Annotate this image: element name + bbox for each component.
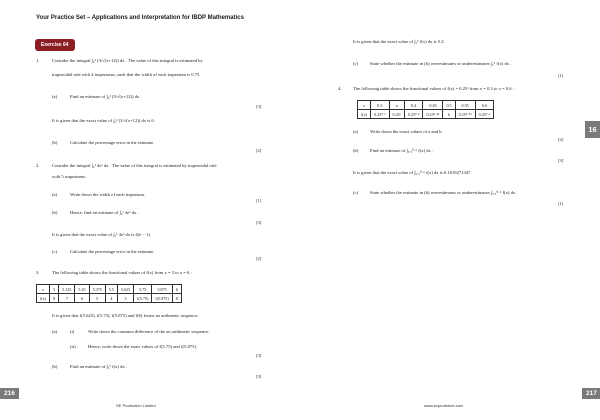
question-4-stem: The following table shows the functional values of f(x) = 0.25ˣ from x = 0.3 to x = 0.6 : [353, 86, 514, 91]
part-label: (a) [52, 192, 58, 197]
table-cell: 0.25⁰·⁵⁵ [455, 110, 475, 119]
question-3ai-text: Write down the common difference of the an arithmetic sequence. [88, 329, 210, 334]
part-label: (a) [52, 94, 58, 99]
part-label: (a) [52, 329, 58, 334]
question-2-given: It is given that the exact value of ∫₀¹ 4eˣ dx is 4(e − 1). [52, 232, 152, 237]
question-2a-text: Write down the width of each trapezium. [70, 192, 146, 197]
table-cell: 5.75 [134, 285, 152, 294]
table-cell: f(x) [37, 294, 50, 303]
table-cell: f(x) [358, 110, 371, 119]
table-cell: f(5.75) [134, 294, 152, 303]
chapter-tab: 16 [585, 121, 600, 138]
question-1-given: It is given that the exact value of ∫₀³ (3/√(x+12)) dx is 6. [52, 118, 155, 123]
top-given: It is given that the exact value of ∫₅⁶ f(x) dx is 5.2. [353, 39, 445, 44]
question-2b-text: Hence, find an estimate of ∫₀¹ 4eˣ dx . [70, 210, 139, 215]
question-4a-text: Write down the exact values of a and b . [370, 129, 444, 134]
question-2-stem: Consider the integral ∫₀¹ 4eˣ dx . The value of this integral is estimated by trapezoidal rule [52, 163, 217, 168]
marks-2a: [1] [256, 198, 262, 203]
part-label: (c) [52, 249, 58, 254]
table-cell: 5.375 [89, 285, 105, 294]
question-3-given: It is given that f(5.625), f(5.75), f(5.875) and f(6) forms an arithmetic sequence. [52, 313, 199, 318]
question-number-3: 3. [36, 270, 40, 275]
table-cell: 8 [50, 294, 59, 303]
part-label: (b) [52, 364, 58, 369]
table-cell: 0.6 [475, 101, 494, 110]
marks-1b: [2] [256, 148, 262, 153]
marks-3c: [1] [558, 73, 564, 78]
table-cell: 5 [50, 285, 59, 294]
question-2c-text: Calculate the percentage error in the estimate. [70, 249, 155, 254]
table-row [37, 285, 182, 294]
table-cell: 5.625 [117, 285, 133, 294]
page-header-title: Your Practice Set – Applications and Interpretation for IBDP Mathematics [36, 15, 244, 21]
question-4b-text: Find an estimate of ∫₀.₃⁰·⁶ f(x) dx . [370, 148, 434, 153]
marks-4c: [1] [558, 201, 564, 206]
table-cell: f(5.875) [152, 294, 172, 303]
question-3aii-text: Hence, write down the exact values of f(5.75) and f(5.875). [88, 344, 198, 349]
question-2-stem-cont: with 5 trapeziums. [52, 174, 87, 179]
table-cell: 4 [105, 294, 117, 303]
table-cell: x [37, 285, 50, 294]
table-cell: 5 [89, 294, 105, 303]
table-row [37, 294, 182, 303]
question-1-stem-cont: trapezoidal rule with 4 trapeziums, such that the width of each trapezium is 0.75. [52, 72, 201, 77]
table-row [358, 110, 494, 119]
marks-3a: [3] [256, 353, 262, 358]
question-number-2: 2. [36, 163, 40, 168]
table-cell: a [389, 101, 404, 110]
table-cell: b [443, 110, 455, 119]
part-label: (b) [52, 140, 58, 145]
question-3-stem: The following table shows the functional values of f(x) from x = 5 to x = 6 : [52, 270, 192, 275]
table-cell: 5.5 [105, 285, 117, 294]
sub-part-label: (i) [70, 329, 75, 334]
question-3b-text: Find an estimate of ∫₅⁶ f(x) dx . [70, 364, 128, 369]
question-1a-text: Find an estimate of ∫₀³ (3/√(x+12)) dx . [70, 94, 142, 99]
table-cell: 3 [117, 294, 133, 303]
table-cell: 5.875 [152, 285, 172, 294]
right-page [300, 0, 600, 420]
table-cell: 0.45 [423, 101, 443, 110]
question-1b-text: Calculate the percentage error in the estimate. [70, 140, 155, 145]
table-cell: 5.25 [75, 285, 89, 294]
sub-part-label: (ii) [70, 344, 76, 349]
marks-4a: [2] [558, 137, 564, 142]
question-1-stem: Consider the integral ∫₀³ (3/√(x+12)) dx . The value of this integral is estimated by [52, 58, 203, 63]
marks-4b: [3] [558, 158, 564, 163]
table-cell: 7 [59, 294, 75, 303]
part-label: (c) [353, 190, 359, 195]
table-cell: 0.25⁰·⁴⁵ [423, 110, 443, 119]
table-row [358, 101, 494, 110]
table-cell: 8 [172, 294, 181, 303]
marks-1a: [3] [256, 104, 262, 109]
question-3c-text: State whether the estimate in (b) overestimates or underestimates ∫₅⁶ f(x) dx . [370, 61, 512, 66]
question-4c-text: State whether the estimate in (b) overestimates or underestimates ∫₀.₃⁰·⁶ f(x) dx . [370, 190, 518, 195]
table-cell: 6 [75, 294, 89, 303]
function-table-q4 [357, 100, 494, 119]
exercise-badge: Exercise 64 [35, 39, 75, 51]
question-number-4: 4. [338, 86, 342, 91]
marks-3b: [3] [256, 374, 262, 379]
table-cell: 5.125 [59, 285, 75, 294]
table-cell: 6 [172, 285, 181, 294]
marks-2b: [3] [256, 220, 262, 225]
question-number-1: 1. [36, 58, 40, 63]
table-cell: 0.25⁰·³ [371, 110, 389, 119]
part-label: (b) [353, 148, 359, 153]
part-label: (a) [353, 129, 359, 134]
table-cell: 0.25ᵃ [389, 110, 404, 119]
page-number: 216 [0, 388, 19, 399]
marks-2c: [2] [256, 256, 262, 261]
table-cell: 0.25⁰·⁶ [475, 110, 494, 119]
function-table-q3 [36, 284, 182, 303]
table-cell: 0.55 [455, 101, 475, 110]
footer-publisher: SE Production Limited [116, 403, 156, 408]
footer-website: www.seprodstore.com [424, 403, 464, 408]
part-label: (b) [52, 210, 58, 215]
table-cell: 0.4 [404, 101, 423, 110]
table-cell: 0.5 [443, 101, 455, 110]
table-cell: x [358, 101, 371, 110]
table-cell: 0.3 [371, 101, 389, 110]
part-label: (c) [353, 61, 359, 66]
table-cell: 0.25⁰·⁴ [404, 110, 423, 119]
page-number: 217 [582, 388, 600, 399]
question-4-given: It is given that the exact value of ∫₀.₃⁰·⁶ f(x) dx is 0.1619271347. [353, 170, 472, 175]
